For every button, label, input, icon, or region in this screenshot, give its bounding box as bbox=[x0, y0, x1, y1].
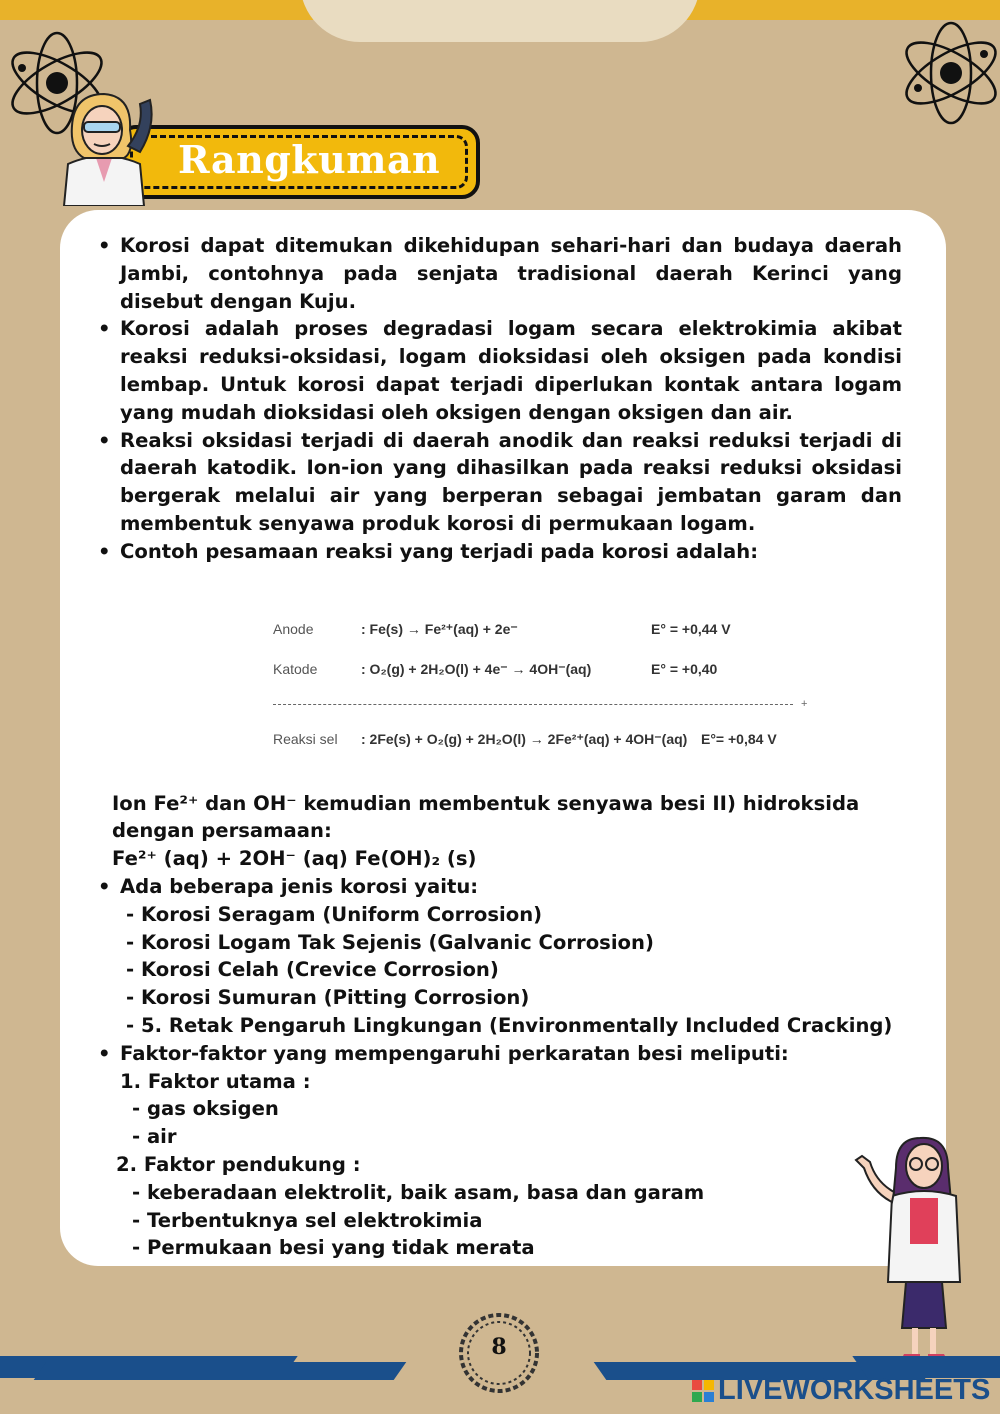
page-title: Rangkuman bbox=[178, 137, 441, 182]
atom-icon bbox=[896, 18, 1000, 128]
katode-equation: : O₂(g) + 2H₂O(l) + 4e⁻ → 4OH⁻(aq) bbox=[361, 660, 592, 677]
anode-row bbox=[273, 610, 833, 650]
bullet-item: • Korosi dapat ditemukan dikehidupan sehari-hari dan budaya daerah Jambi, contohnya pada senjata tradisional daerah Kerinci yang disebut dengan Kuju. bbox=[96, 232, 902, 315]
bullet-item bbox=[96, 873, 902, 1040]
top-band-left bbox=[0, 0, 340, 20]
plus-sign: + bbox=[801, 697, 808, 710]
list-item: - Korosi Logam Tak Sejenis (Galvanic Corrosion) bbox=[126, 930, 654, 954]
ion-equation: Fe²⁺ (aq) + 2OH⁻ (aq) Fe(OH)₂ (s) bbox=[112, 847, 477, 871]
anode-label: Anode bbox=[273, 620, 314, 637]
faktor-pendukung-heading: 2. Faktor pendukung : bbox=[116, 1152, 361, 1176]
scientist-illustration bbox=[848, 1132, 988, 1372]
list-item: - keberadaan elektrolit, baik asam, basa dan garam bbox=[132, 1180, 705, 1204]
cell-reaction-potential: E°= +0,84 V bbox=[701, 730, 777, 747]
list-item: - Korosi Celah (Crevice Corrosion) bbox=[126, 958, 499, 982]
cell-reaction-equation: : 2Fe(s) + O₂(g) + 2H₂O(l) → 2Fe²⁺(aq) + 4OH⁻(aq) bbox=[361, 730, 688, 747]
dashed-divider bbox=[273, 704, 793, 705]
ion-text: Ion Fe²⁺ dan OH⁻ kemudian membentuk senyawa besi II) hidroksida dengan persamaan: bbox=[112, 791, 860, 843]
anode-equation: : Fe(s) → Fe²⁺(aq) + 2e⁻ bbox=[361, 620, 518, 637]
cell-reaction-label: Reaksi sel bbox=[273, 730, 338, 747]
list-item: - Korosi Sumuran (Pitting Corrosion) bbox=[126, 986, 530, 1010]
katode-label: Katode bbox=[273, 660, 318, 677]
page-number: 8 bbox=[491, 1334, 507, 1360]
brand-name: LIVEWORKSHEETS bbox=[718, 1374, 991, 1406]
page-number-badge bbox=[456, 1310, 542, 1396]
list-item: - Terbentuknya sel elektrokimia bbox=[132, 1208, 483, 1232]
scientist-illustration bbox=[44, 86, 164, 206]
katode-potential: E° = +0,40 bbox=[651, 660, 718, 677]
list-item: - air bbox=[132, 1125, 177, 1149]
cell-reaction-row bbox=[273, 720, 833, 760]
list-item: - Korosi Seragam (Uniform Corrosion) bbox=[126, 902, 543, 926]
footer-stripe bbox=[34, 1362, 407, 1380]
faktor-heading: • Faktor-faktor yang mempengaruhi perkaratan besi meliputi: bbox=[120, 1041, 789, 1065]
top-tab bbox=[300, 0, 700, 42]
brand-blocks-icon bbox=[692, 1380, 714, 1402]
sum-line bbox=[273, 690, 833, 720]
katode-row bbox=[273, 650, 833, 690]
top-band-right bbox=[680, 0, 1000, 20]
bullet-item bbox=[96, 1040, 902, 1262]
reaction-equations bbox=[273, 610, 833, 760]
bullet-item: • Korosi adalah proses degradasi logam secara elektrokimia akibat reaksi reduksi-oksidasi, logam dioksidasi oleh oksigen pada kondisi lembap. Untuk korosi dapat terjadi diperlukan kontak antara logam yang mudah dioksidasi oleh oksigen dengan oksigen dan air. bbox=[96, 315, 902, 426]
summary-content bbox=[96, 232, 902, 1262]
title-banner bbox=[118, 125, 480, 199]
bullet-item: • Reaksi oksidasi terjadi di daerah anodik dan reaksi reduksi terjadi di daerah katodik. Ion-ion yang dihasilkan pada reaksi reduksi oksidasi bergerak melalui air yang berperan sebagai jembatan garam dan membentuk senyawa produk korosi di permukaan logam. bbox=[96, 427, 902, 538]
brand-logo bbox=[692, 1374, 990, 1407]
list-item: - 5. Retak Pengaruh Lingkungan (Environmentally Included Cracking) bbox=[126, 1013, 893, 1037]
bullet-item: • Contoh pesamaan reaksi yang terjadi pada korosi adalah: bbox=[96, 538, 902, 566]
jenis-heading: • Ada beberapa jenis korosi yaitu: bbox=[120, 874, 479, 898]
anode-potential: E° = +0,44 V bbox=[651, 620, 731, 637]
list-item: - gas oksigen bbox=[132, 1097, 279, 1121]
faktor-utama-heading: 1. Faktor utama : bbox=[120, 1069, 311, 1093]
list-item: - Permukaan besi yang tidak merata bbox=[132, 1236, 535, 1260]
